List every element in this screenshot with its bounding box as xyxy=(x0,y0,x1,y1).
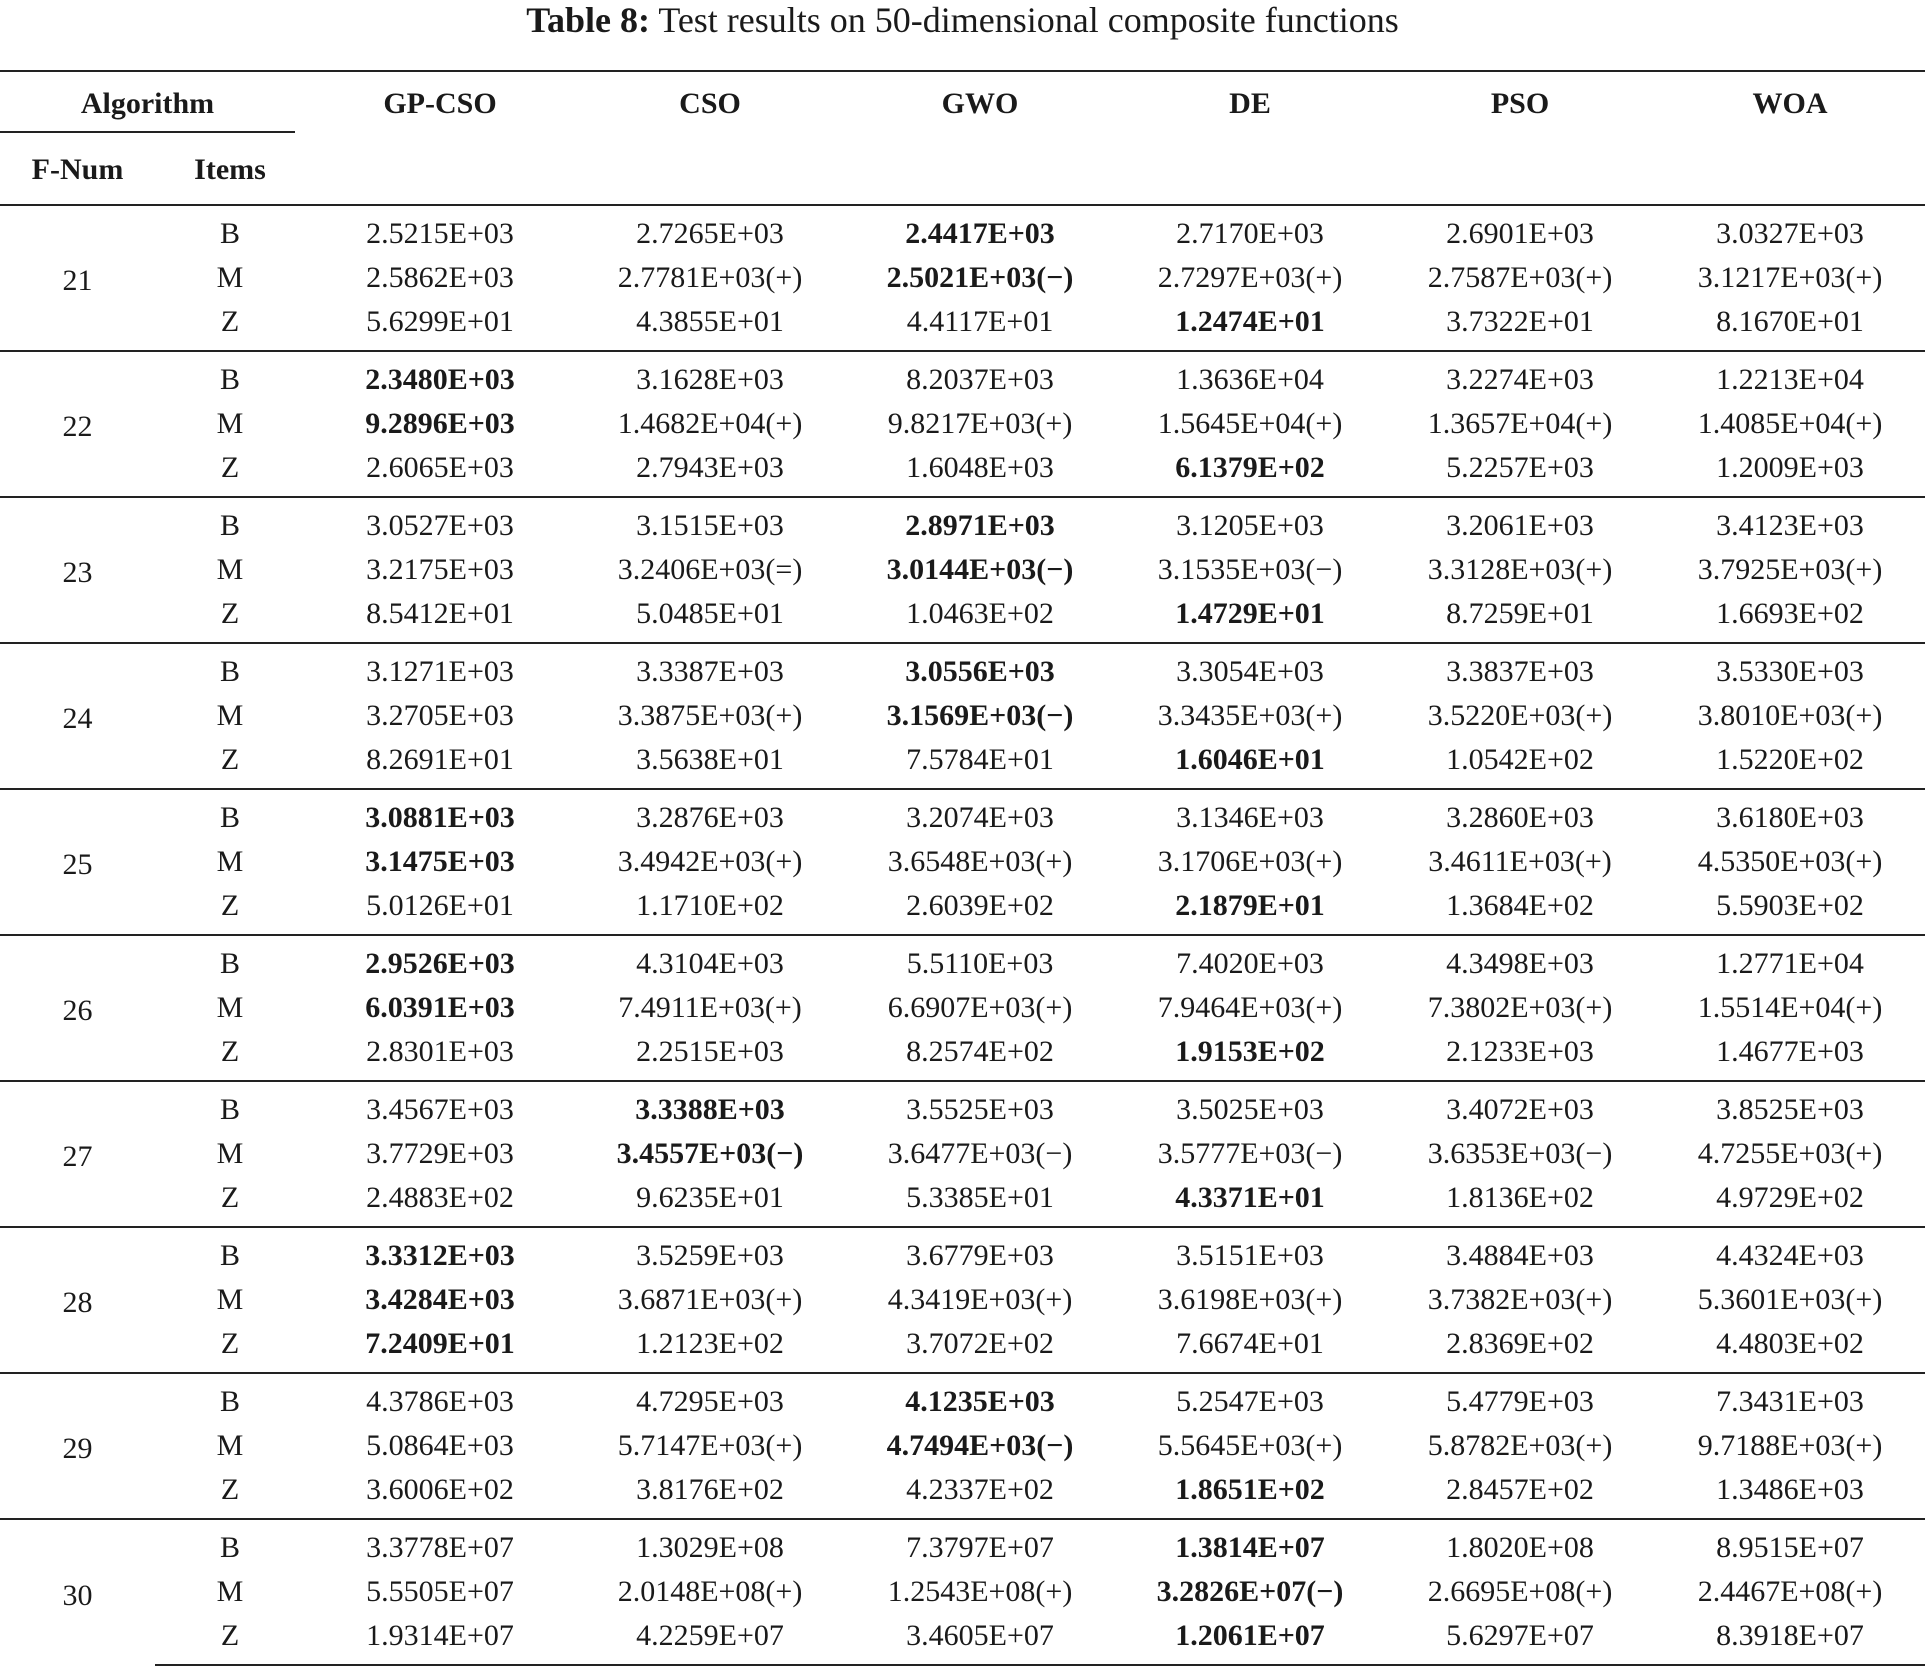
value-cell: 1.2213E+04 xyxy=(1655,351,1925,402)
value-cell: 1.3684E+02 xyxy=(1446,889,1594,922)
value-cell: 4.3498E+03 xyxy=(1385,935,1655,986)
value-cell: 2.7587E+03(+) xyxy=(1427,261,1613,294)
value-cell: 3.3388E+03 xyxy=(575,1081,845,1132)
value-cell: 2.9526E+03 xyxy=(305,935,575,986)
value-cell: 3.0527E+03 xyxy=(305,497,575,548)
value-cell: 7.4911E+03(+) xyxy=(618,991,802,1024)
value-cell: 2.7781E+03(+) xyxy=(617,261,803,294)
item-cell: B xyxy=(155,1227,305,1278)
value-cell: 5.6299E+01 xyxy=(366,305,514,338)
item-cell: M xyxy=(216,261,244,294)
results-table xyxy=(0,70,1925,1666)
value-cell: 5.3385E+01 xyxy=(906,1181,1054,1214)
value-cell: 2.7265E+03 xyxy=(575,205,845,256)
table-row xyxy=(0,1278,1925,1322)
item-cell: Z xyxy=(220,597,240,630)
value-cell: 5.5110E+03 xyxy=(845,935,1115,986)
fnum-cell: 27 xyxy=(0,1081,155,1227)
value-cell: 3.3778E+07 xyxy=(305,1519,575,1570)
table-row xyxy=(0,884,1925,935)
value-cell: 2.7297E+03(+) xyxy=(1157,261,1343,294)
value-cell: 1.9153E+02 xyxy=(1175,1035,1325,1068)
value-cell: 3.5220E+03(+) xyxy=(1427,699,1613,732)
value-cell: 1.2123E+02 xyxy=(636,1327,784,1360)
item-cell: Z xyxy=(220,451,240,484)
value-cell: 3.3875E+03(+) xyxy=(617,699,803,732)
value-cell: 3.8010E+03(+) xyxy=(1697,699,1883,732)
table-row xyxy=(0,935,1925,986)
value-cell: 3.3435E+03(+) xyxy=(1157,699,1343,732)
value-cell: 3.4072E+03 xyxy=(1385,1081,1655,1132)
fnum-cell: 30 xyxy=(0,1519,155,1665)
value-cell: 5.2547E+03 xyxy=(1115,1373,1385,1424)
value-cell: 1.6693E+02 xyxy=(1716,597,1864,630)
value-cell: 3.1515E+03 xyxy=(575,497,845,548)
value-cell: 2.4467E+08(+) xyxy=(1697,1575,1883,1608)
value-cell: 4.2259E+07 xyxy=(575,1614,845,1665)
value-cell: 9.8217E+03(+) xyxy=(887,407,1073,440)
item-cell: B xyxy=(155,935,305,986)
fnum-cell: 21 xyxy=(0,205,155,351)
algorithm-header: Algorithm xyxy=(0,71,305,136)
item-cell: Z xyxy=(220,1327,240,1360)
value-cell: 3.0144E+03(−) xyxy=(886,553,1074,586)
table-body xyxy=(0,205,1925,1665)
value-cell: 3.0881E+03 xyxy=(305,789,575,840)
item-cell: M xyxy=(216,1283,244,1316)
value-cell: 1.5645E+04(+) xyxy=(1157,407,1343,440)
value-cell: 3.1205E+03 xyxy=(1115,497,1385,548)
item-cell: B xyxy=(155,789,305,840)
algo-header-pso: PSO xyxy=(1385,71,1655,136)
item-cell: B xyxy=(155,497,305,548)
value-cell: 2.6065E+03 xyxy=(366,451,514,484)
value-cell: 1.8651E+02 xyxy=(1175,1473,1325,1506)
value-cell: 3.2074E+03 xyxy=(845,789,1115,840)
value-cell: 3.1475E+03 xyxy=(365,845,515,878)
value-cell: 3.4605E+07 xyxy=(845,1614,1115,1665)
value-cell: 2.8971E+03 xyxy=(845,497,1115,548)
value-cell: 3.2826E+07(−) xyxy=(1156,1575,1344,1608)
value-cell: 4.4324E+03 xyxy=(1655,1227,1925,1278)
caption-text: Test results on 50-dimensional composite functions xyxy=(658,0,1399,40)
value-cell: 3.5025E+03 xyxy=(1115,1081,1385,1132)
item-cell: B xyxy=(155,1373,305,1424)
algo-header-de: DE xyxy=(1115,71,1385,136)
value-cell: 1.6046E+01 xyxy=(1175,743,1325,776)
value-cell: 3.1346E+03 xyxy=(1115,789,1385,840)
value-cell: 6.1379E+02 xyxy=(1175,451,1325,484)
value-cell: 3.5259E+03 xyxy=(575,1227,845,1278)
value-cell: 4.1235E+03 xyxy=(845,1373,1115,1424)
table-row xyxy=(0,446,1925,497)
item-cell: Z xyxy=(155,1614,305,1665)
value-cell: 7.3431E+03 xyxy=(1655,1373,1925,1424)
value-cell: 3.0327E+03 xyxy=(1655,205,1925,256)
value-cell: 3.6006E+02 xyxy=(366,1473,514,1506)
value-cell: 3.2061E+03 xyxy=(1385,497,1655,548)
algo-header-woa: WOA xyxy=(1655,71,1925,136)
value-cell: 3.8176E+02 xyxy=(636,1473,784,1506)
value-cell: 1.8020E+08 xyxy=(1385,1519,1655,1570)
value-cell: 1.0542E+02 xyxy=(1446,743,1594,776)
value-cell: 3.2175E+03 xyxy=(366,553,514,586)
table-row xyxy=(0,738,1925,789)
value-cell: 8.2574E+02 xyxy=(906,1035,1054,1068)
item-cell: Z xyxy=(220,1473,240,1506)
value-cell: 8.2691E+01 xyxy=(366,743,514,776)
value-cell: 1.0463E+02 xyxy=(906,597,1054,630)
item-cell: M xyxy=(216,1429,244,1462)
value-cell: 3.6477E+03(−) xyxy=(887,1137,1073,1170)
item-cell: B xyxy=(155,1081,305,1132)
item-cell: M xyxy=(216,699,244,732)
value-cell: 1.2061E+07 xyxy=(1115,1614,1385,1665)
value-cell: 7.3802E+03(+) xyxy=(1427,991,1613,1024)
value-cell: 8.5412E+01 xyxy=(366,597,514,630)
value-cell: 1.2009E+03 xyxy=(1716,451,1864,484)
value-cell: 3.5777E+03(−) xyxy=(1157,1137,1343,1170)
value-cell: 4.3371E+01 xyxy=(1175,1181,1325,1214)
value-cell: 2.8369E+02 xyxy=(1446,1327,1594,1360)
item-cell: M xyxy=(216,553,244,586)
value-cell: 4.3855E+01 xyxy=(636,305,784,338)
value-cell: 4.7255E+03(+) xyxy=(1697,1137,1883,1170)
value-cell: 3.0556E+03 xyxy=(845,643,1115,694)
value-cell: 3.6353E+03(−) xyxy=(1427,1137,1613,1170)
value-cell: 8.2037E+03 xyxy=(845,351,1115,402)
value-cell: 5.5645E+03(+) xyxy=(1157,1429,1343,1462)
table-row xyxy=(0,548,1925,592)
value-cell: 3.2406E+03(=) xyxy=(617,553,803,586)
value-cell: 8.7259E+01 xyxy=(1446,597,1594,630)
caption-label: Table 8: xyxy=(526,0,650,40)
value-cell: 1.9314E+07 xyxy=(305,1614,575,1665)
value-cell: 3.1217E+03(+) xyxy=(1697,261,1883,294)
value-cell: 9.7188E+03(+) xyxy=(1697,1429,1883,1462)
fnum-cell: 22 xyxy=(0,351,155,497)
fnum-cell: 23 xyxy=(0,497,155,643)
value-cell: 3.6548E+03(+) xyxy=(887,845,1073,878)
item-cell: Z xyxy=(220,305,240,338)
value-cell: 5.7147E+03(+) xyxy=(617,1429,803,1462)
value-cell: 1.3029E+08 xyxy=(575,1519,845,1570)
value-cell: 3.5525E+03 xyxy=(845,1081,1115,1132)
value-cell: 2.4883E+02 xyxy=(366,1181,514,1214)
items-header: Items xyxy=(194,153,266,186)
value-cell: 4.4117E+01 xyxy=(906,305,1054,338)
value-cell: 8.3918E+07 xyxy=(1655,1614,1925,1665)
value-cell: 5.3601E+03(+) xyxy=(1697,1283,1883,1316)
table-row xyxy=(0,1570,1925,1614)
item-cell: M xyxy=(216,407,244,440)
table-row xyxy=(0,1081,1925,1132)
value-cell: 7.3797E+07 xyxy=(845,1519,1115,1570)
value-cell: 5.0485E+01 xyxy=(636,597,784,630)
table-row xyxy=(0,1614,1925,1665)
value-cell: 1.3486E+03 xyxy=(1716,1473,1864,1506)
value-cell: 2.1879E+01 xyxy=(1175,889,1325,922)
value-cell: 2.5215E+03 xyxy=(305,205,575,256)
table-row xyxy=(0,205,1925,256)
value-cell: 4.7494E+03(−) xyxy=(886,1429,1074,1462)
fnum-cell: 24 xyxy=(0,643,155,789)
value-cell: 1.2543E+08(+) xyxy=(887,1575,1073,1608)
value-cell: 7.5784E+01 xyxy=(906,743,1054,776)
value-cell: 3.3837E+03 xyxy=(1385,643,1655,694)
item-cell: M xyxy=(216,991,244,1024)
item-cell: B xyxy=(155,643,305,694)
value-cell: 3.4884E+03 xyxy=(1385,1227,1655,1278)
value-cell: 3.7382E+03(+) xyxy=(1427,1283,1613,1316)
value-cell: 3.1628E+03 xyxy=(575,351,845,402)
table-row xyxy=(0,1373,1925,1424)
algo-header-cso: CSO xyxy=(575,71,845,136)
header-row-sub xyxy=(0,136,1925,205)
value-cell: 3.5151E+03 xyxy=(1115,1227,1385,1278)
item-cell: Z xyxy=(220,1181,240,1214)
table-row xyxy=(0,840,1925,884)
value-cell: 6.6907E+03(+) xyxy=(887,991,1073,1024)
value-cell: 1.4682E+04(+) xyxy=(617,407,803,440)
value-cell: 3.1569E+03(−) xyxy=(886,699,1074,732)
fnum-cell: 28 xyxy=(0,1227,155,1373)
value-cell: 3.6871E+03(+) xyxy=(617,1283,803,1316)
value-cell: 3.6198E+03(+) xyxy=(1157,1283,1343,1316)
value-cell: 4.3104E+03 xyxy=(575,935,845,986)
table-row xyxy=(0,1424,1925,1468)
value-cell: 3.2274E+03 xyxy=(1385,351,1655,402)
value-cell: 3.3128E+03(+) xyxy=(1427,553,1613,586)
value-cell: 5.5903E+02 xyxy=(1716,889,1864,922)
value-cell: 7.9464E+03(+) xyxy=(1157,991,1343,1024)
value-cell: 3.3054E+03 xyxy=(1115,643,1385,694)
value-cell: 5.6297E+07 xyxy=(1385,1614,1655,1665)
table-row xyxy=(0,1176,1925,1227)
value-cell: 2.4417E+03 xyxy=(845,205,1115,256)
value-cell: 4.2337E+02 xyxy=(906,1473,1054,1506)
value-cell: 3.3312E+03 xyxy=(305,1227,575,1278)
value-cell: 2.2515E+03 xyxy=(636,1035,784,1068)
value-cell: 1.5514E+04(+) xyxy=(1697,991,1883,1024)
algo-header-gp-cso: GP-CSO xyxy=(305,71,575,136)
value-cell: 2.7943E+03 xyxy=(636,451,784,484)
value-cell: 1.4085E+04(+) xyxy=(1697,407,1883,440)
value-cell: 4.3419E+03(+) xyxy=(887,1283,1073,1316)
value-cell: 5.5505E+07 xyxy=(366,1575,514,1608)
value-cell: 2.5021E+03(−) xyxy=(886,261,1074,294)
value-cell: 1.6048E+03 xyxy=(906,451,1054,484)
value-cell: 5.0126E+01 xyxy=(366,889,514,922)
value-cell: 3.7072E+02 xyxy=(906,1327,1054,1360)
value-cell: 3.7729E+03 xyxy=(366,1137,514,1170)
fnum-cell: 29 xyxy=(0,1373,155,1519)
value-cell: 3.6779E+03 xyxy=(845,1227,1115,1278)
table-row xyxy=(0,256,1925,300)
value-cell: 3.4567E+03 xyxy=(305,1081,575,1132)
value-cell: 1.8136E+02 xyxy=(1446,1181,1594,1214)
item-cell: B xyxy=(155,1519,305,1570)
value-cell: 1.2474E+01 xyxy=(1175,305,1325,338)
value-cell: 6.0391E+03 xyxy=(365,991,515,1024)
item-cell: M xyxy=(216,1575,244,1608)
value-cell: 9.6235E+01 xyxy=(636,1181,784,1214)
table-row xyxy=(0,1322,1925,1373)
value-cell: 2.6039E+02 xyxy=(906,889,1054,922)
table-row xyxy=(0,402,1925,446)
item-cell: M xyxy=(216,845,244,878)
value-cell: 3.4284E+03 xyxy=(365,1283,515,1316)
table-row xyxy=(0,694,1925,738)
fnum-header: F-Num xyxy=(31,153,124,186)
value-cell: 1.1710E+02 xyxy=(636,889,784,922)
value-cell: 9.2896E+03 xyxy=(365,407,515,440)
value-cell: 2.0148E+08(+) xyxy=(617,1575,803,1608)
table-row xyxy=(0,497,1925,548)
table-row xyxy=(0,986,1925,1030)
value-cell: 3.6180E+03 xyxy=(1655,789,1925,840)
value-cell: 3.4557E+03(−) xyxy=(616,1137,804,1170)
value-cell: 1.2771E+04 xyxy=(1655,935,1925,986)
value-cell: 3.1706E+03(+) xyxy=(1157,845,1343,878)
value-cell: 5.4779E+03 xyxy=(1385,1373,1655,1424)
fnum-cell: 25 xyxy=(0,789,155,935)
table-caption xyxy=(0,0,1925,40)
value-cell: 4.9729E+02 xyxy=(1716,1181,1864,1214)
value-cell: 4.7295E+03 xyxy=(575,1373,845,1424)
value-cell: 8.9515E+07 xyxy=(1655,1519,1925,1570)
value-cell: 7.2409E+01 xyxy=(365,1327,515,1360)
fnum-cell: 26 xyxy=(0,935,155,1081)
table-row xyxy=(0,1468,1925,1519)
value-cell: 4.3786E+03 xyxy=(305,1373,575,1424)
value-cell: 1.3657E+04(+) xyxy=(1427,407,1613,440)
value-cell: 3.4611E+03(+) xyxy=(1428,845,1612,878)
value-cell: 7.6674E+01 xyxy=(1176,1327,1324,1360)
table-row xyxy=(0,1227,1925,1278)
table-row xyxy=(0,643,1925,694)
value-cell: 3.7322E+01 xyxy=(1446,305,1594,338)
value-cell: 3.5638E+01 xyxy=(636,743,784,776)
algo-header-gwo: GWO xyxy=(845,71,1115,136)
table-row xyxy=(0,300,1925,351)
value-cell: 3.2705E+03 xyxy=(366,699,514,732)
value-cell: 3.4123E+03 xyxy=(1655,497,1925,548)
value-cell: 3.1535E+03(−) xyxy=(1157,553,1343,586)
value-cell: 2.8301E+03 xyxy=(366,1035,514,1068)
value-cell: 2.6901E+03 xyxy=(1385,205,1655,256)
header-row-algorithms xyxy=(0,71,1925,136)
value-cell: 5.8782E+03(+) xyxy=(1427,1429,1613,1462)
item-cell: Z xyxy=(220,1035,240,1068)
value-cell: 2.5862E+03 xyxy=(366,261,514,294)
value-cell: 4.4803E+02 xyxy=(1716,1327,1864,1360)
item-cell: Z xyxy=(220,743,240,776)
value-cell: 3.4942E+03(+) xyxy=(617,845,803,878)
table-row xyxy=(0,592,1925,643)
item-cell: B xyxy=(155,351,305,402)
value-cell: 5.2257E+03 xyxy=(1446,451,1594,484)
value-cell: 2.6695E+08(+) xyxy=(1427,1575,1613,1608)
value-cell: 4.5350E+03(+) xyxy=(1697,845,1883,878)
value-cell: 1.5220E+02 xyxy=(1716,743,1864,776)
table-row xyxy=(0,1519,1925,1570)
value-cell: 3.7925E+03(+) xyxy=(1697,553,1883,586)
value-cell: 3.3387E+03 xyxy=(575,643,845,694)
value-cell: 7.4020E+03 xyxy=(1115,935,1385,986)
value-cell: 2.1233E+03 xyxy=(1446,1035,1594,1068)
value-cell: 3.1271E+03 xyxy=(305,643,575,694)
value-cell: 3.2860E+03 xyxy=(1385,789,1655,840)
value-cell: 3.2876E+03 xyxy=(575,789,845,840)
value-cell: 1.3814E+07 xyxy=(1115,1519,1385,1570)
item-cell: Z xyxy=(220,889,240,922)
value-cell: 8.1670E+01 xyxy=(1716,305,1864,338)
item-cell: B xyxy=(155,205,305,256)
table-row xyxy=(0,1132,1925,1176)
value-cell: 3.8525E+03 xyxy=(1655,1081,1925,1132)
value-cell: 2.7170E+03 xyxy=(1115,205,1385,256)
table-row xyxy=(0,351,1925,402)
value-cell: 1.4677E+03 xyxy=(1716,1035,1864,1068)
item-cell: M xyxy=(216,1137,244,1170)
table-row xyxy=(0,789,1925,840)
value-cell: 2.3480E+03 xyxy=(305,351,575,402)
value-cell: 2.8457E+02 xyxy=(1446,1473,1594,1506)
value-cell: 1.3636E+04 xyxy=(1115,351,1385,402)
value-cell: 3.5330E+03 xyxy=(1655,643,1925,694)
table-row xyxy=(0,1030,1925,1081)
value-cell: 1.4729E+01 xyxy=(1175,597,1325,630)
value-cell: 5.0864E+03 xyxy=(366,1429,514,1462)
